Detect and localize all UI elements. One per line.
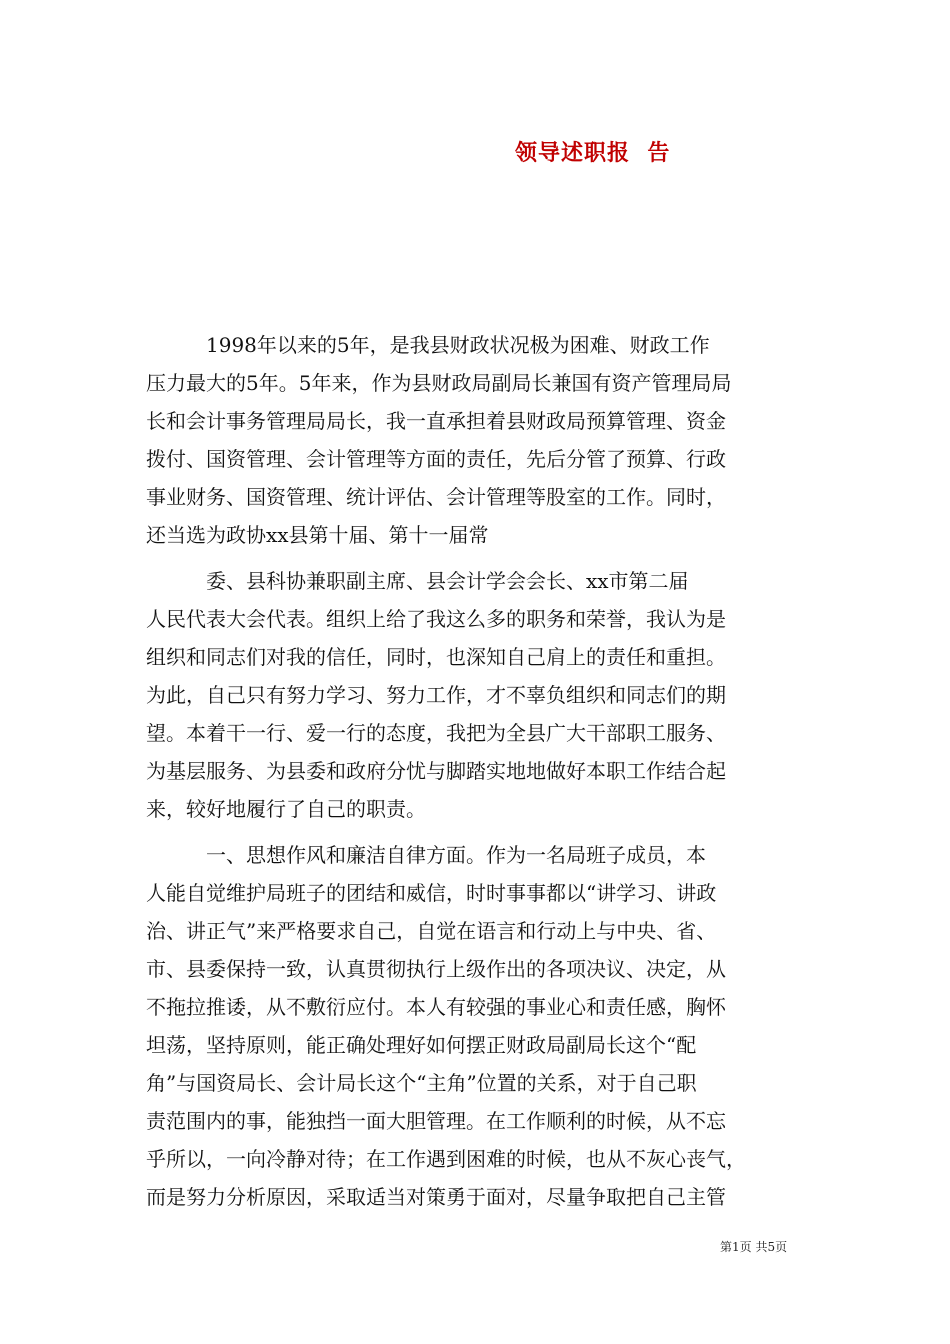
paragraph-line: 拨付、国资管理、会计管理等方面的责任，先后分管了预算、行政 [146, 447, 726, 471]
paragraph-line: 委、县科协兼职副主席、县会计学会会长、xx市第二届 [146, 569, 689, 593]
document-body [146, 326, 806, 1216]
paragraph-line: 1998年以来的5年，是我县财政状况极为困难、财政工作 [146, 333, 710, 357]
paragraph-line: 为此，自己只有努力学习、努力工作，才不辜负组织和同志们的期 [146, 683, 726, 707]
paragraph-line: 坦荡，坚持原则，能正确处理好如何摆正财政局副局长这个“配 [146, 1033, 697, 1057]
paragraph-line: 还当选为政协xx县第十届、第十一届常 [146, 523, 489, 547]
paragraph-line: 长和会计事务管理局局长，我一直承担着县财政局预算管理、资金 [146, 409, 726, 433]
paragraph-line: 不拖拉推诿，从不敷衍应付。本人有较强的事业心和责任感，胸怀 [146, 995, 726, 1019]
paragraph-line: 而是努力分析原因，采取适当对策勇于面对，尽量争取把自己主管 [146, 1185, 726, 1209]
paragraph-line: 人能自觉维护局班子的团结和威信，时时事事都以“讲学习、讲政 [146, 881, 717, 905]
paragraph-line: 责范围内的事，能独挡一面大胆管理。在工作顺利的时候，从不忘 [146, 1109, 726, 1133]
paragraph-line: 角”与国资局长、会计局长这个“主角”位置的关系，对于自己职 [146, 1071, 697, 1095]
paragraph-line: 来，较好地履行了自己的职责。 [146, 797, 426, 821]
paragraph-line: 治、讲正气”来严格要求自己，自觉在语言和行动上与中央、省、 [146, 919, 717, 943]
paragraph-line: 乎所以，一向冷静对待；在工作遇到困难的时候，也从不灰心丧气， [146, 1147, 746, 1171]
paragraph-line: 望。本着干一行、爱一行的态度，我把为全县广大干部职工服务、 [146, 721, 726, 745]
paragraph-line: 压力最大的5年。5年来，作为县财政局副局长兼国有资产管理局局 [146, 371, 732, 395]
paragraph-line: 市、县委保持一致，认真贯彻执行上级作出的各项决议、决定，从 [146, 957, 726, 981]
paragraph-line: 人民代表大会代表。组织上给了我这么多的职务和荣誉，我认为是 [146, 607, 726, 631]
paragraph-line: 一、思想作风和廉洁自律方面。作为一名局班子成员，本 [146, 843, 706, 867]
page-number-footer: 第1页 共5页 [720, 1240, 788, 1254]
paragraph-line: 为基层服务、为县委和政府分忧与脚踏实地地做好本职工作结合起 [146, 759, 726, 783]
paragraph-line: 组织和同志们对我的信任，同时，也深知自己肩上的责任和重担。 [146, 645, 726, 669]
paragraph-line: 事业财务、国资管理、统计评估、会计管理等股室的工作。同时， [146, 485, 726, 509]
document-title: 领导述职报 告 [515, 140, 671, 166]
